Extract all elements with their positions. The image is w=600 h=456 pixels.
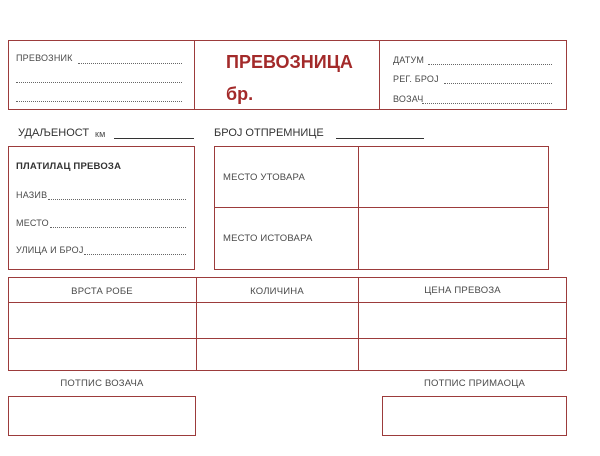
distance-unit: км <box>95 129 106 139</box>
goods-row-2-quantity[interactable] <box>198 340 356 369</box>
receiver-signature-box[interactable] <box>382 396 567 436</box>
carrier-line-1[interactable] <box>78 63 182 64</box>
carrier-label: ПРЕВОЗНИК <box>16 53 73 63</box>
distance-field[interactable] <box>114 138 194 139</box>
header-divider-left <box>194 40 195 110</box>
payer-place-field[interactable] <box>50 227 186 228</box>
locations-divider-h <box>214 207 549 208</box>
unloading-label: МЕСТО ИСТОВАРА <box>223 233 313 244</box>
loading-label: МЕСТО УТОВАРА <box>223 172 305 183</box>
payer-street-label: УЛИЦА И БРОЈ <box>16 245 84 255</box>
goods-row-1-quantity[interactable] <box>198 304 356 337</box>
unloading-field[interactable] <box>360 209 547 268</box>
driver-signature-label: ПОТПИС ВОЗАЧА <box>60 378 144 389</box>
locations-divider-v <box>358 146 359 270</box>
dispatch-label: БРОЈ ОТПРЕМНИЦЕ <box>214 127 324 139</box>
goods-col-price: ЦЕНА ПРЕВОЗА <box>424 285 501 296</box>
driver-signature-box[interactable] <box>8 396 196 436</box>
goods-col-quantity: КОЛИЧИНА <box>250 286 304 297</box>
document-title: ПРЕВОЗНИЦА <box>226 52 353 72</box>
carrier-line-3[interactable] <box>16 101 182 102</box>
date-label: ДАТУМ <box>393 55 425 65</box>
payer-place-label: МЕСТО <box>16 218 49 228</box>
reg-number-label: РЕГ. БРОЈ <box>393 74 439 84</box>
loading-field[interactable] <box>360 148 547 206</box>
goods-header-line <box>8 302 567 303</box>
document-number-label: бр. <box>226 84 254 104</box>
reg-number-field[interactable] <box>444 83 552 84</box>
payer-name-field[interactable] <box>48 199 186 200</box>
header-box <box>8 40 567 110</box>
payer-street-field[interactable] <box>84 254 186 255</box>
driver-label: ВОЗАЧ <box>393 94 424 104</box>
receiver-signature-label: ПОТПИС ПРИМАОЦА <box>424 378 525 389</box>
carrier-line-2[interactable] <box>16 82 182 83</box>
goods-row-1-price[interactable] <box>360 304 565 337</box>
goods-row-line <box>8 338 567 339</box>
date-field[interactable] <box>428 64 552 65</box>
payer-name-label: НАЗИВ <box>16 190 48 200</box>
payer-title: ПЛАТИЛАЦ ПРЕВОЗА <box>16 161 122 172</box>
dispatch-field[interactable] <box>336 138 424 139</box>
goods-row-2-type[interactable] <box>10 340 194 369</box>
distance-label: УДАЉЕНОСТ <box>18 127 90 139</box>
driver-field[interactable] <box>422 103 552 104</box>
goods-col-type: ВРСТА РОБЕ <box>71 286 133 297</box>
header-divider-right <box>379 40 380 110</box>
goods-row-1-type[interactable] <box>10 304 194 337</box>
goods-row-2-price[interactable] <box>360 340 565 369</box>
